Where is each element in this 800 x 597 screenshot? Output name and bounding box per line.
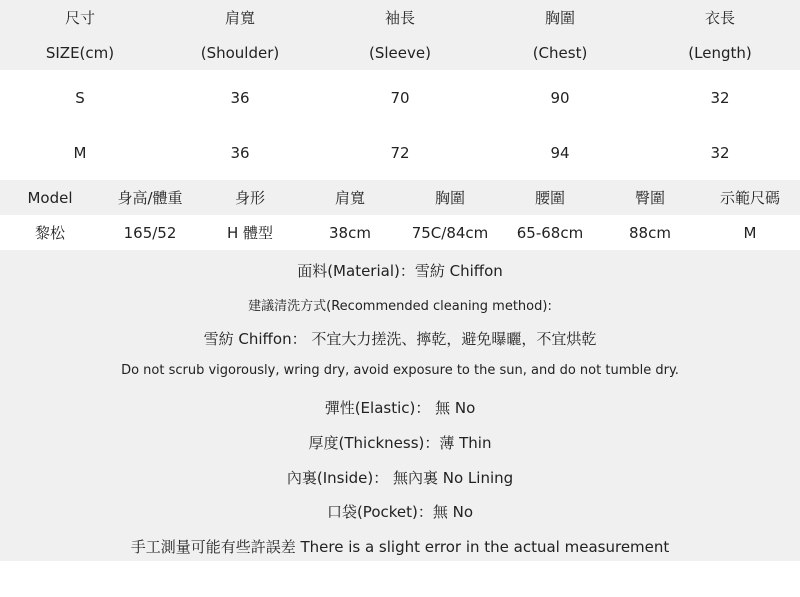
cleaning-title: 建議清洗方式(Recommended cleaning method): [248,299,552,314]
header-chest-zh: 胸圍 [544,9,575,27]
model-header-height-weight: 身高/體重 [117,189,183,207]
header-length-en: (Length) [688,43,752,62]
header-length-zh: 衣長 [704,9,735,27]
cleaning-zh: 雪紡 Chiffon： 不宜大力搓洗、擰乾，避免曝曬，不宜烘乾 [203,330,597,348]
model-row [0,215,800,250]
size-s-label: S [75,88,85,107]
model-body-type: H 體型 [226,224,274,242]
size-s-shoulder: 36 [230,88,250,107]
model-chest: 75C/84cm [411,223,489,242]
header-size-en: SIZE(cm) [45,43,115,62]
table-row [0,70,800,125]
material-line: 面料(Material)：雪紡 Chiffon [297,262,503,280]
model-header-body-type: 身形 [234,189,265,207]
size-m-label: M [73,143,87,162]
table-row [0,125,800,180]
measurement-note: 手工測量可能有些許誤差 There is a slight error in the actual measurement [130,538,670,556]
inside-line: 內裏(Inside)： 無內裏 No Lining [286,469,514,487]
model-header-name: Model [27,188,73,207]
size-header-en [0,35,800,70]
header-chest-en: (Chest) [532,43,588,62]
size-m-length: 32 [710,143,730,162]
thickness-line: 厚度(Thickness)：薄 Thin [308,434,492,452]
size-s-sleeve: 70 [390,88,410,107]
size-m-shoulder: 36 [230,143,250,162]
pocket-line: 口袋(Pocket)：無 No [326,503,474,521]
model-header-chest: 胸圍 [434,189,465,207]
header-shoulder-en: (Shoulder) [200,43,280,62]
header-sleeve-zh: 袖長 [384,9,415,27]
elastic-line: 彈性(Elastic)： 無 No [324,399,476,417]
model-header-size: 示範尺碼 [719,189,780,207]
cleaning-en: Do not scrub vigorously, wring dry, avoid exposure to the sun, and do not tumble dry. [121,363,679,378]
product-info-panel [0,250,800,561]
model-waist: 65-68cm [516,223,584,242]
model-header-waist: 腰圍 [534,189,565,207]
model-name: 黎松 [34,224,65,242]
model-shoulder: 38cm [329,223,371,242]
model-hip: 88cm [629,223,671,242]
size-s-length: 32 [710,88,730,107]
model-header-hip: 臀圍 [634,189,665,207]
size-m-sleeve: 72 [390,143,410,162]
size-header-zh [0,0,800,35]
model-size: M [743,223,757,242]
model-header-shoulder: 肩寬 [334,189,365,207]
model-header [0,180,800,215]
header-size-zh: 尺寸 [64,9,95,27]
size-s-chest: 90 [550,88,570,107]
model-height-weight: 165/52 [123,223,177,242]
size-m-chest: 94 [550,143,570,162]
header-shoulder-zh: 肩寬 [224,9,255,27]
header-sleeve-en: (Sleeve) [369,43,431,62]
